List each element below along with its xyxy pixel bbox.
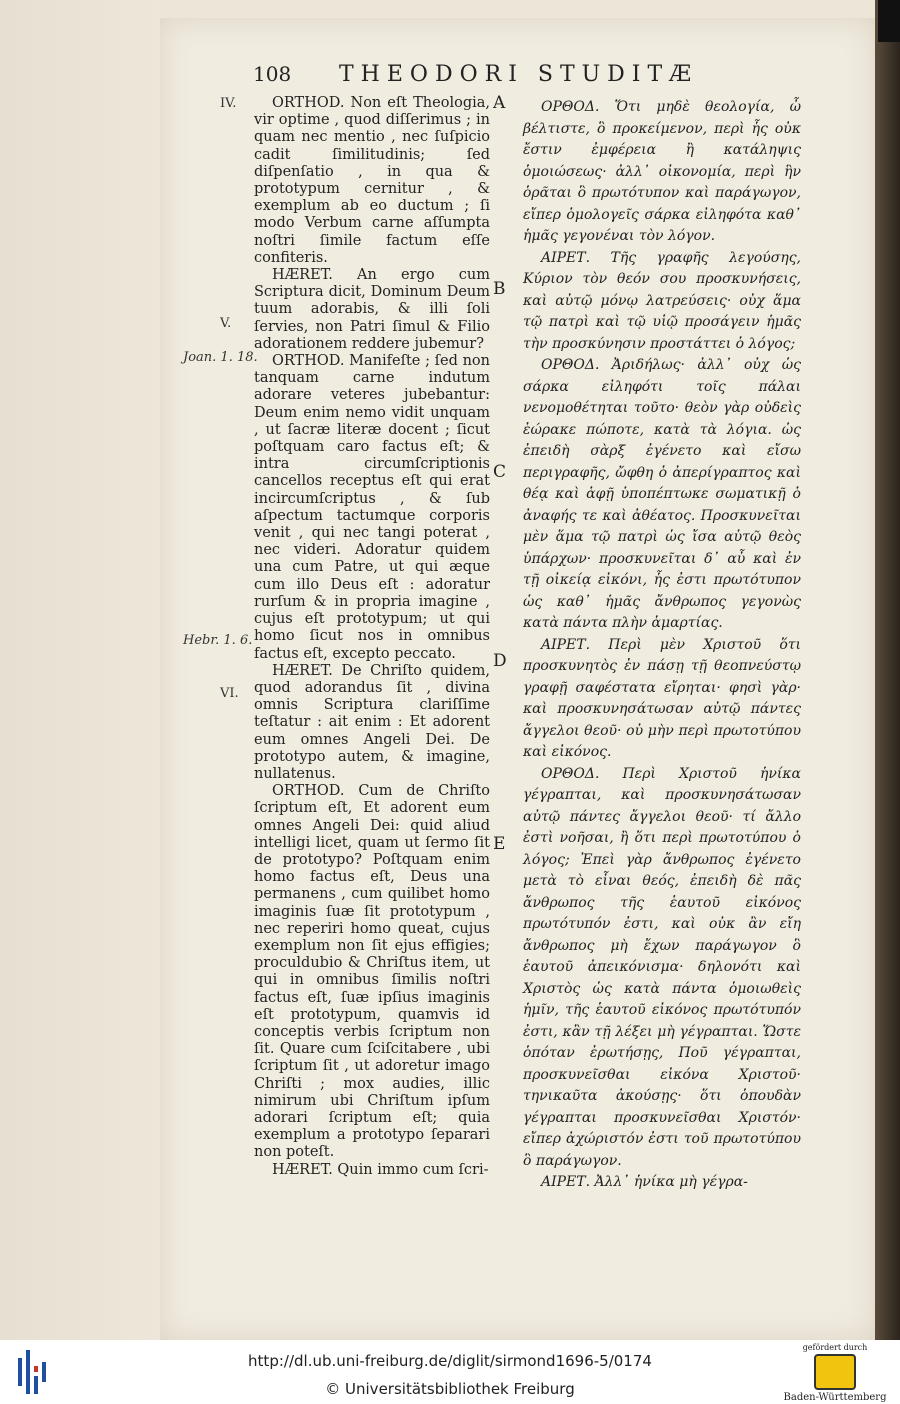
coat-of-arms-icon — [814, 1354, 856, 1390]
facing-page-edge — [0, 0, 160, 1340]
greek-paragraph: ΟΡΘΟΔ. Περὶ Χριστοῦ ἡνίκα γέγραπται, καὶ προσκυνησάτωσαν αὐτῷ πάντες ἄγγελοι θεοῦ· τί ἄλλο ἐστὶ νοῆσαι, ἢ ὅτι περὶ πρωτοτύπου ὁ λόγος; Ἐπεὶ γὰρ ἄνθρωπος ἐγένετο μετὰ τὸ εἶναι θεός, ἐπειδὴ δὲ πᾶς ἄνθρωπος τῆς ἑαυτοῦ εἰκόνος πρωτότυπόν ἐστι, καὶ οὐκ ἂν εἴη ἄνθρωπος μὴ ἔχων παράγωγον ὃ ἑαυτοῦ ἀπεικόνισμα· δηλονότι καὶ Χριστὸς ὡς κατὰ πάντα ὁμοιωθεὶς ἡμῖν, τῆς ἑαυτοῦ εἰκόνος πρωτότυπόν ἐστι, κἂν τῇ λέξει μὴ γέγραπται. Ὥστε ὁπόταν ἐρωτήσῃς, Ποῦ γέγραπται, προσκυνεῖσθαι εἰκόνα Χριστοῦ· τηνικαῦτα ἀκούσῃς· ὅτι ὁπουδὰν γέγραπται προσκυνεῖσθαι Χριστόν· εἴπερ ἀχώριστόν ἐστι τοῦ πρωτοτύπου ὃ παράγωγον. — [523, 765, 801, 1169]
sponsor-badge — [780, 1343, 890, 1403]
section-letter-e: E — [493, 834, 506, 854]
book-spine-edge — [875, 0, 900, 1340]
section-letter-a: A — [493, 93, 506, 113]
latin-paragraph: HÆRET. An ergo cum Scriptura dicit, Dominum Deum tuum adorabis, & illi ſoli ſervies, non Patri ſimul & Filio adorationem reddere jubemur? — [254, 267, 490, 352]
latin-column — [254, 95, 490, 1179]
greek-paragraph: ΟΡΘΟΔ. Ὅτι μηδὲ θεολογία, ὦ βέλτιστε, ὃ προκείμενον, περὶ ἧς οὐκ ἔστιν ἐμφέρεια ἢ κατάληψις ὁμοιώσεως· ἀλλ᾽ οἰκονομία, περὶ ἣν ὁρᾶται ὃ πρωτότυπον καὶ παράγωγον, εἴπερ ὁμολογεῖς σάρκα εἰληφότα καθ᾽ ἡμᾶς γεγονέναι τὸν λόγον. — [523, 99, 801, 244]
margin-section-v: V. — [220, 316, 232, 331]
section-letter-d: D — [493, 651, 507, 671]
latin-paragraph: ORTHOD. Cum de Chriſto ſcriptum eſt, Et adorent eum omnes Angeli Dei: quid aliud intelligi licet, quam ut ſermo ſit de prototypo? Poſtquam enim homo factus eſt, Deus una permanens , cum quilibet homo imaginis ſuæ ſit prototypum , nec reperiri homo queat, cujus exemplum non ſit ejus effigies; proculdubio & Chriſtus item, ut qui in omnibus ſimilis noſtri factus eſt, ſuæ ipſius imaginis eſt prototypum, quamvis id conceptis verbis ſcriptum non ſit. Quare cum ſciſcitabere , ubi ſcriptum ſit , ut adoretur imago Chriſti ; mox audies, illic nimirum ubi Chriſtum ipſum adorari ſcriptum eſt; quia exemplum a prototypo ſeparari non poteſt. — [254, 783, 490, 1161]
margin-section-iv: IV. — [220, 96, 237, 111]
latin-paragraph: ORTHOD. Manifeſte ; ſed non tanquam carne indutum adorare veteres jubebantur: Deum enim nemo vidit unquam , ut ſacræ literæ docent ; ſicut poſtquam caro factus eſt; & intra circumſcriptionis cancellos receptus eſt qui erat incircumſcriptus , & ſub aſpectum tactumque corporis venit , qui nec tangi poterat , nec videri. Adoratur quidem una cum Patre, ut qui æque cum illo Deus eſt : adoratur rurſum & in propria imagine , cujus eſt prototypum; ut qui homo ſicut nos in omnibus factus eſt, excepto peccato. — [254, 353, 490, 662]
section-letter-b: B — [493, 279, 506, 299]
sponsor-caption: gefördert durch — [802, 1343, 868, 1352]
margin-ref-joan: Joan. 1. 18. — [183, 350, 258, 365]
source-url-link[interactable]: http://dl.ub.uni-freiburg.de/diglit/sirmond1696-5/0174 — [248, 1352, 652, 1370]
sponsor-name: Baden-Württemberg — [783, 1392, 887, 1403]
latin-paragraph: ORTHOD. Non eſt Theologia, vir optime , quod diſſerimus ; in quam nec mentio , nec ſuſpicio cadit ſimilitudinis; ſed diſpenſatio , in qua & prototypum cernitur , & exemplum ab eo ductum ; ſi modo Verbum carne aſſumpta noſtri ſimile factum eſſe confiteris. — [254, 95, 490, 266]
copyright-notice: © Universitätsbibliothek Freiburg — [325, 1380, 575, 1398]
greek-paragraph: ΟΡΘΟΔ. Ἀριδήλως· ἀλλ᾽ οὐχ ὡς σάρκα εἰληφότι τοῖς πάλαι νενομοθέτηται τοῦτο· θεὸν γὰρ οὐδεὶς ἑώρακε πώποτε, κατὰ τὰ λόγια. ὡς ἐπειδὴ σὰρξ ἐγένετο καὶ εἴσω περιγραφῆς, ὤφθη ὁ ἀπερίγραπτος καὶ θέᾳ καὶ ἁφῇ ὑποπέπτωκε σωματικῇ ὁ ἀναφής τε καὶ ἀθέατος. Προσκυνεῖται μὲν ἅμα τῷ πατρὶ ὡς ἴσα αὐτῷ θεὸς ὑπάρχων· προσκυνεῖται δ᾽ αὖ καὶ ἐν τῇ οἰκείᾳ εἰκόνι, ἧς ἐστι πρωτότυπον ὡς καθ᾽ ἡμᾶς ἄνθρωπος γεγονὼς κατὰ πάντα πλὴν ἁμαρτίας. — [523, 357, 801, 631]
latin-paragraph: HÆRET. Quin immo cum ſcri- — [272, 1161, 489, 1178]
greek-paragraph: ΑΙΡΕΤ. Ἀλλ᾽ ἡνίκα μὴ γέγρα- — [541, 1174, 748, 1190]
section-letter-c: C — [493, 462, 507, 482]
greek-paragraph: ΑΙΡΕΤ. Τῆς γραφῆς λεγούσης, Κύριον τὸν θεόν σου προσκυνήσεις, καὶ αὐτῷ μόνῳ λατρεύσεις· οὐχ ἅμα τῷ πατρὶ καὶ τῷ υἱῷ προσάγειν ἡμᾶς τὴν προσκύνησιν προστάττει ὁ λόγος; — [523, 249, 801, 352]
greek-column — [523, 97, 801, 1194]
margin-ref-hebr: Hebr. 1. 6. — [183, 633, 253, 648]
latin-paragraph: HÆRET. De Chriſto quidem, quod adorandus ſit , divina omnis Scriptura clariſſime teſtatur : ait enim : Et adorent eum omnes Angeli Dei. De prototypo autem, & imagine, nullatenus. — [254, 662, 490, 782]
running-title: THEODORI STUDITÆ — [339, 62, 699, 87]
scan-corner — [878, 0, 900, 42]
margin-section-vi: VI. — [220, 686, 239, 701]
page-number: 108 — [253, 62, 292, 86]
greek-paragraph: ΑΙΡΕΤ. Περὶ μὲν Χριστοῦ ὅτι προσκυνητὸς ἐν πάσῃ τῇ θεοπνεύστῳ γραφῇ σαφέστατα εἴρηται· φησὶ γὰρ· καὶ προσκυνησάτωσαν αὐτῷ πάντες ἄγγελοι θεοῦ· οὐ μὴν περὶ πρωτοτύπου καὶ εἰκόνος. — [523, 636, 801, 760]
